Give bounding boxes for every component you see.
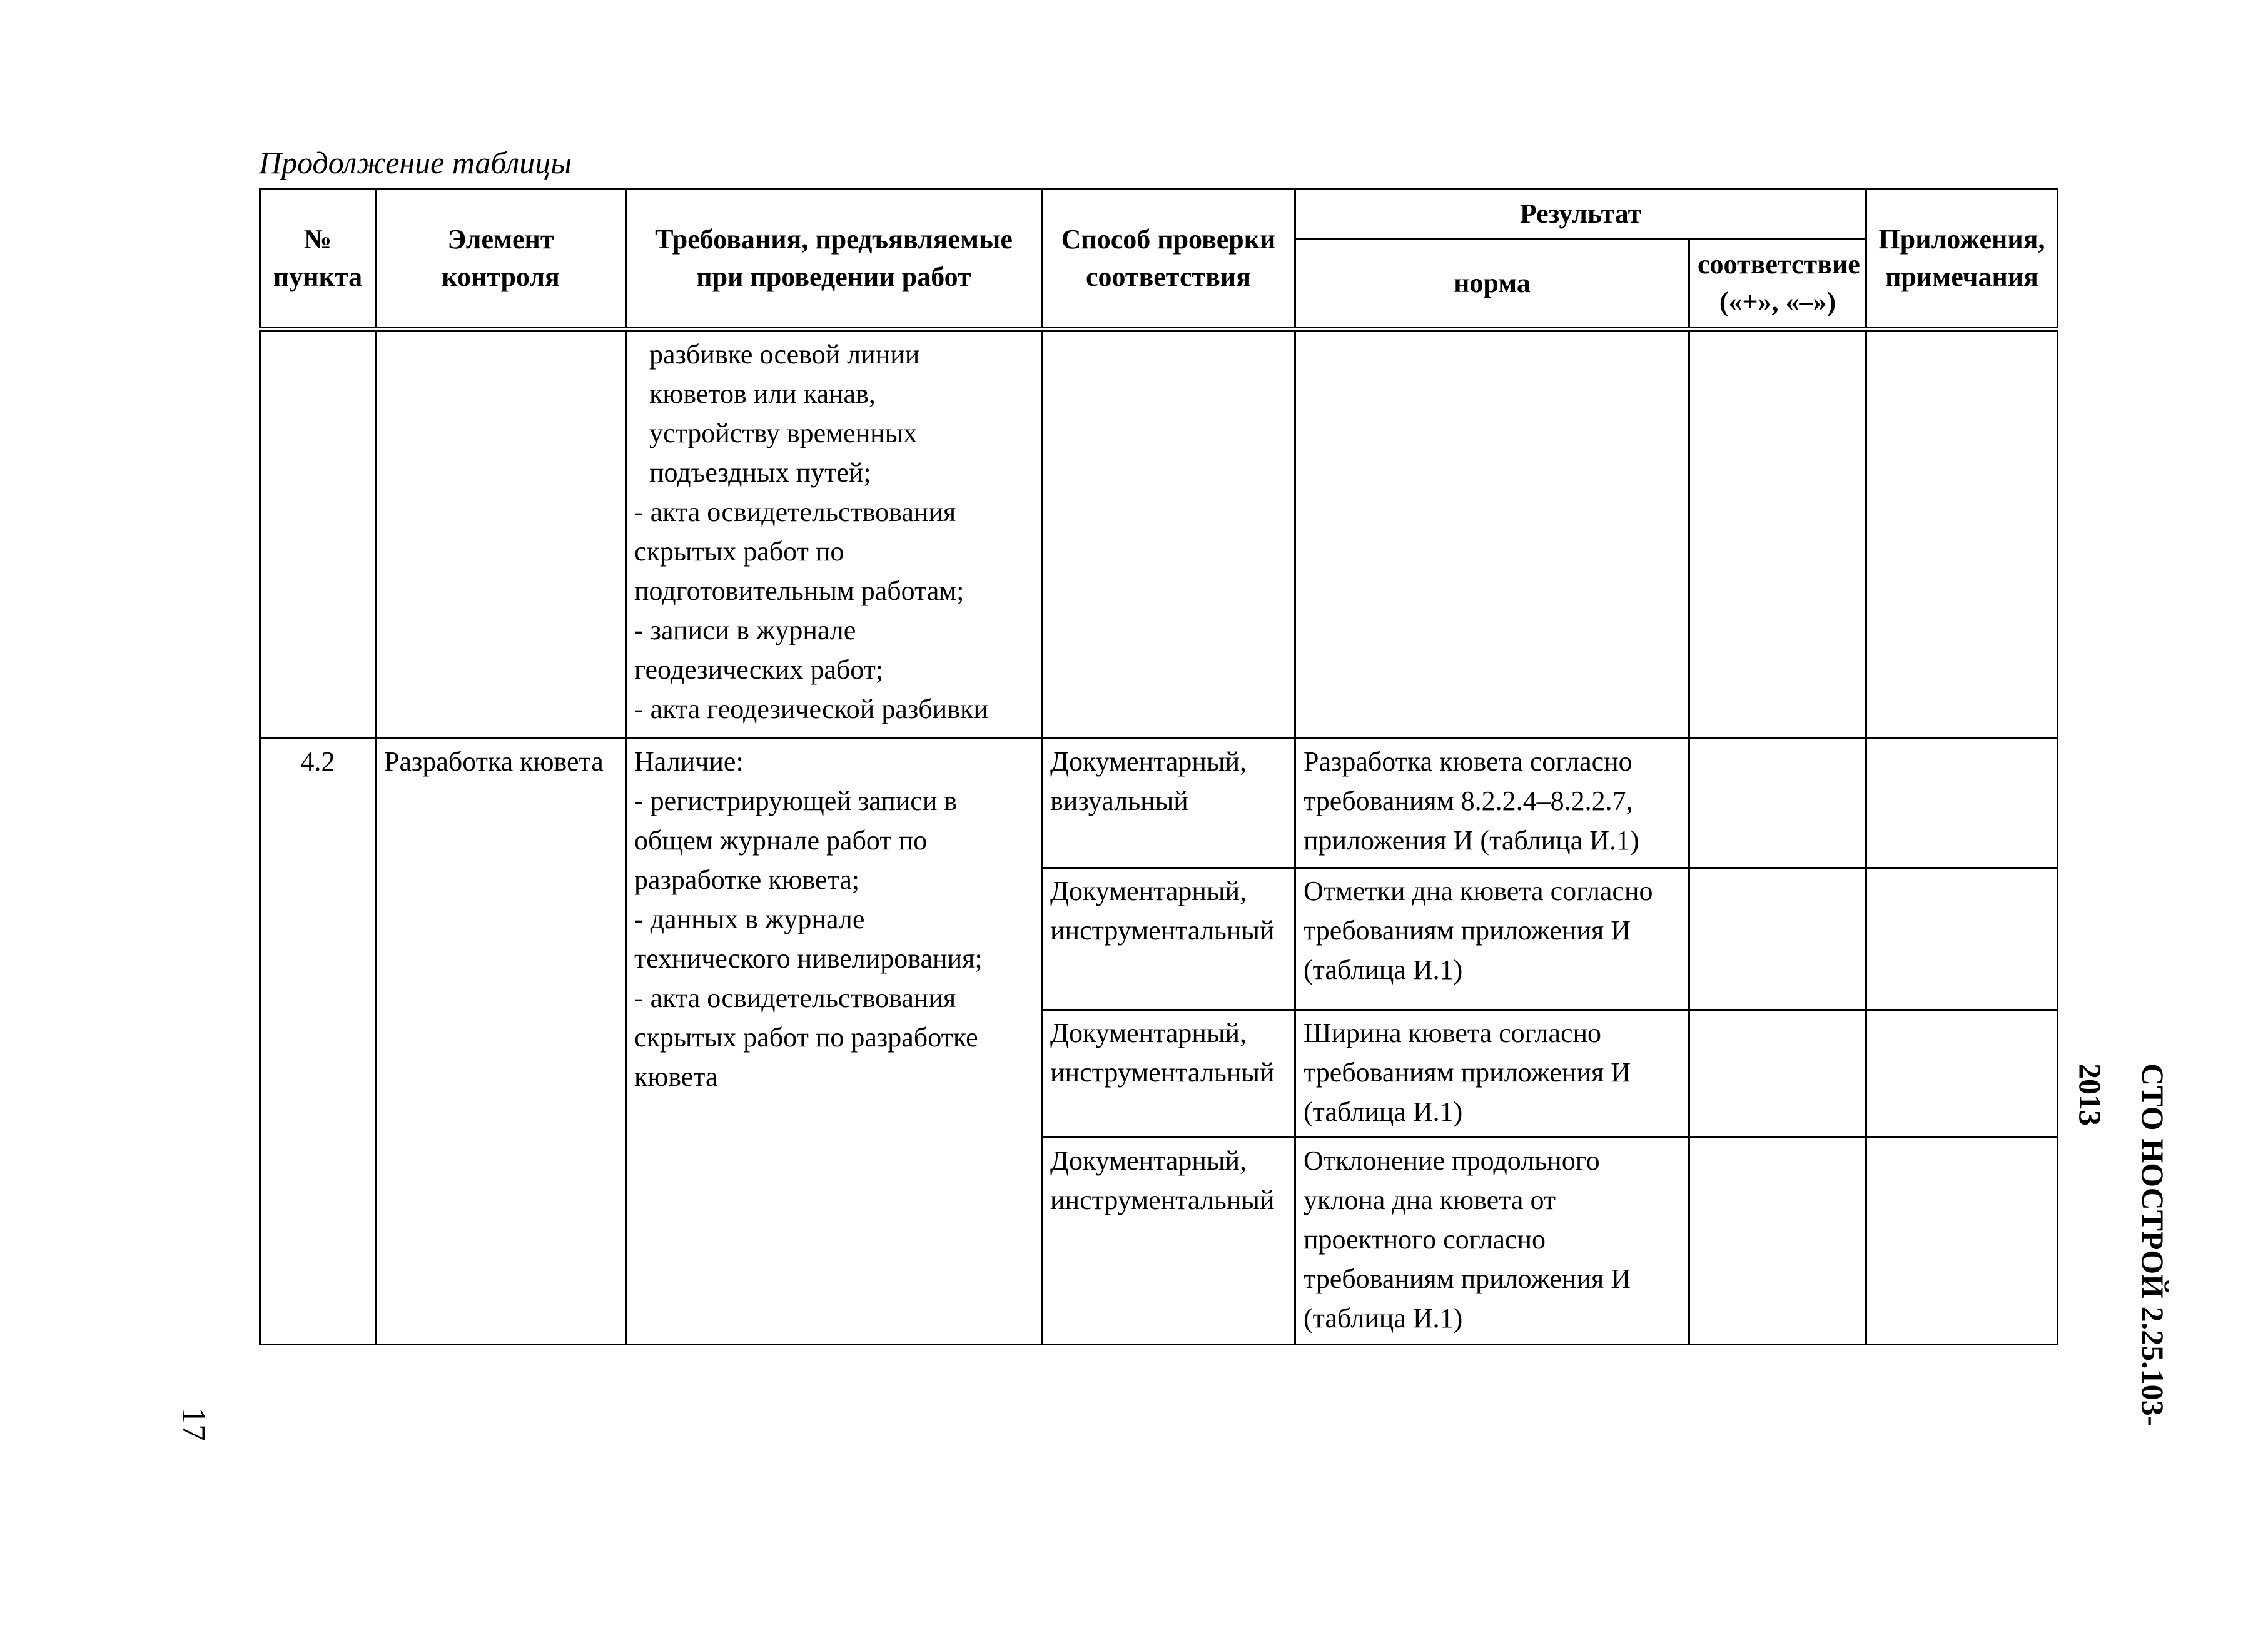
cell-compliance [1689,868,1866,1010]
requirement-line: подготовительным работам; [634,575,964,606]
requirement-line: скрытых работ по [634,536,844,567]
cell-compliance [1689,1138,1866,1345]
requirement-line: - акта освидетельствования [634,497,956,527]
requirement-line: подъездных путей; [649,457,871,488]
header-requirements: Требования, предъявляемые при проведении работ [626,189,1042,330]
requirement-line: технического нивелирования; [634,943,983,974]
header-compliance: соответствие («+», «–») [1689,240,1866,330]
table-caption: Продолжение таблицы [259,145,572,180]
cell-norm [1295,330,1689,739]
requirement-line: скрытых работ по разработке [634,1022,978,1053]
requirements-list [634,742,1033,1096]
cell-notes [1866,330,2058,739]
header-element: Элемент контроля [376,189,626,330]
requirement-line: - акта освидетельствования [634,983,956,1013]
cell-method: Документарный, визуальный [1042,739,1295,868]
cell-method: Документарный, инструментальный [1042,1138,1295,1345]
requirement-line: кювета [634,1061,718,1092]
cell-norm: Отклонение продольного уклона дна кювета от проектного согласно требованиям приложения И (таблица И.1) [1295,1138,1689,1345]
cell-notes [1866,739,2058,868]
requirement-line: разбивке осевой линии [649,339,920,370]
cell-notes [1866,1010,2058,1138]
cell-compliance [1689,739,1866,868]
header-row [260,189,2058,240]
standard-designation: СТО НОСТРОЙ 2.25.103-2013 [2073,1063,2170,1427]
cell-notes [1866,1138,2058,1345]
cell-num [260,330,376,739]
header-method: Способ проверки соответствия [1042,189,1295,330]
cell-method: Документарный, инструментальный [1042,868,1295,1010]
table-row-4-2 [260,739,2058,868]
cell-requirements [626,739,1042,1345]
requirement-line: геодезических работ; [634,654,884,685]
requirement-line: устройству временных [649,418,918,448]
header-notes: Приложения, примечания [1866,189,2058,330]
requirement-line: общем журнале работ по [634,825,928,856]
cell-notes [1866,868,2058,1010]
requirement-line: - записи в журнале [634,615,856,645]
requirement-line: - регистрирующей записи в [634,786,958,816]
cell-method [1042,330,1295,739]
header-norm: норма [1295,240,1689,330]
table-row-continuation [260,330,2058,739]
requirement-line: Наличие: [634,746,744,777]
cell-method: Документарный, инструментальный [1042,1010,1295,1138]
cell-requirements [626,330,1042,739]
continuation-requirements [634,335,1033,729]
requirement-line: разработке кювета; [634,864,860,895]
cell-norm: Разработка кювета согласно требованиям 8.2.2.4–8.2.2.7, приложения И (таблица И.1) [1295,739,1689,868]
requirement-line: кюветов или канав, [649,378,876,409]
requirement-line: - акта геодезической разбивки [634,694,988,724]
cell-norm: Отметки дна кювета согласно требованиям приложения И (таблица И.1) [1295,868,1689,1010]
cell-element: Разработка кювета [376,739,626,1345]
header-result: Результат [1295,189,1866,240]
inspection-table [259,188,2058,1345]
requirement-line: - данных в журнале [634,904,865,934]
cell-num: 4.2 [260,739,376,1345]
cell-norm: Ширина кювета согласно требованиям приложения И (таблица И.1) [1295,1010,1689,1138]
cell-compliance [1689,1010,1866,1138]
page-number: 17 [175,1407,213,1441]
cell-compliance [1689,330,1866,739]
cell-element [376,330,626,739]
header-num: № пункта [260,189,376,330]
